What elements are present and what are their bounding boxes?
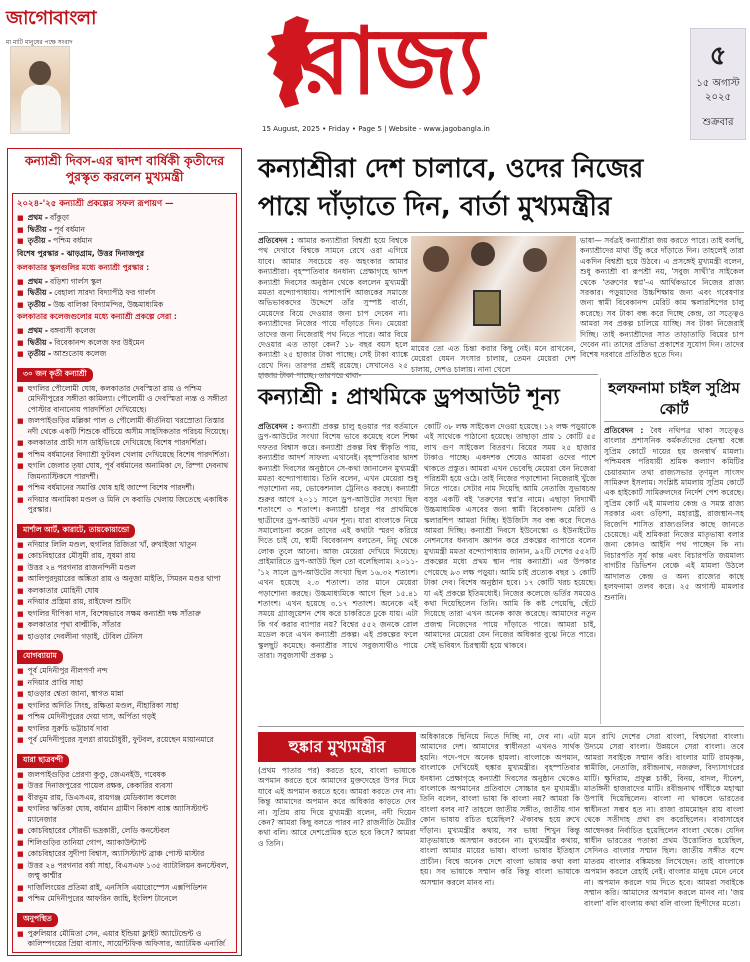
rank-label: দ্বিতীয় -	[27, 337, 53, 347]
bullet-icon: ■	[17, 632, 24, 641]
achiever-text: নদিয়ার প্রস্ত্রিমা রায়, রাইফেল শুটিং	[27, 597, 131, 606]
achiever-item	[17, 620, 232, 631]
bullet-icon: ■	[17, 540, 24, 549]
article1-column1	[258, 236, 408, 381]
achiever-text: হুগলির অদিতি সিংহ, রক্ষিতা মণ্ডল, নীহারিকা সাহা	[27, 700, 179, 710]
rank-label: তৃতীয় -	[27, 236, 52, 245]
bullet-icon: ■	[17, 895, 24, 903]
achiever-item	[17, 735, 232, 746]
article3-column1: (প্রথম পাতার পর) করতে হবে, বাংলা ভাষাকে অপমান করতে হবে আমাদের মুক্তদেহের উপর দিয়ে যাবে এই অপমান করতে হবে। আমরা করতে দেব না। কিন্তু আমাদের অপমান করে অধিকার কাড়তে দেব না। সুপ্রিম রায় দিয়ে মুখ্যমন্ত্রী বলেন, নদী দিয়েন কেন? আমরা কিছু বলতে পারব না? রাজনীতি মৈত্রীর কথা বলি। আরে দেশপ্রেমিক হতে হবে কিসে? আমরা ও তিনি।	[258, 766, 416, 848]
page-info-box	[690, 28, 746, 140]
rank-label: দ্বিতীয় -	[27, 224, 53, 234]
sidebar-headline: হলফনামা চাইল সুপ্রিম কোর্ট	[604, 378, 744, 422]
school-heading: কলকাতার স্কুলগুলির মধ্যে কন্যাশ্রী পুরস্কার :	[17, 262, 150, 272]
achiever-item	[17, 495, 232, 516]
divider	[258, 232, 744, 233]
bullet-icon: ■	[17, 338, 24, 347]
achiever-item	[17, 632, 232, 643]
achiever-item	[17, 540, 232, 551]
achiever-item	[17, 861, 232, 882]
achiever-item	[17, 483, 232, 494]
section-tag: যারা ছাত্রবন্দী	[17, 754, 69, 768]
bullet-icon: ■	[17, 417, 24, 425]
achiever-item	[17, 438, 232, 449]
bullet-icon: ■	[17, 805, 24, 813]
achiever-item	[17, 609, 232, 620]
achiever-item	[17, 678, 232, 689]
district-awards	[13, 213, 236, 247]
bullet-icon: ■	[17, 929, 24, 938]
achiever-text: হাওড়ার শ্বেতা জানা, স্বাগত মান্না	[27, 689, 124, 698]
achiever-text: দার্জিলিংয়ের প্রতিমা রাই, এনসিসি এয়ারোস্পেস এক্সপিডিশন	[27, 882, 207, 892]
bullet-icon: ■	[17, 300, 24, 309]
logo-text: জাগোবাংলা	[6, 7, 97, 29]
college-award-item	[17, 349, 232, 360]
bullet-icon: ■	[17, 289, 24, 297]
achiever-item	[17, 416, 232, 437]
byline: প্রতিবেদন :	[258, 236, 294, 245]
divider	[258, 726, 744, 727]
achiever-text: পুরুলিয়ার মৌমিতা সেন, এয়ার ইন্ডিয়া ফ্লাইট অ্যাটেন্ডেন্ট ও কালিম্পংয়ের প্রিয়া বাসাং, সায়েন্টিফিক অফিসার, অ্যাটমিক এনার্জি	[27, 928, 225, 948]
jagobangla-logo[interactable]	[6, 4, 116, 46]
bullet-icon: ■	[17, 327, 24, 335]
bullet-icon: ■	[17, 350, 24, 358]
bullet-icon: ■	[17, 552, 24, 560]
article3-headline: হুঙ্কার মুখ্যমন্ত্রীর	[258, 732, 416, 762]
sidebar-article	[604, 426, 744, 722]
achiever-text: পশ্চিম মেদিনীপুরের দেয়া দাস, অর্পিতা গড়ই	[27, 712, 156, 721]
section-title: রাজ্য	[300, 7, 483, 115]
achiever-item	[17, 666, 232, 677]
sidebar-text: বৈধ নথিপত্র থাকা সত্ত্বেও বাংলার প্রশাসনিক কর্মকর্তাদের হেনস্থা বন্ধে সুপ্রিম কোর্টে দায়ের হয় জনস্বার্থ মামলা। পশ্চিমবঙ্গ পরিযায়ী শ্রমিক কল্যাণ কমিটির চেয়ারম্যান তথা রাজ্যসভার তৃণমূল সাংসদ সামিরুল ইসলাম। সংশ্লিষ্ট মামলায় সুপ্রিম কোর্টে এক হাইকোর্ট সামিরুলদের নির্দেশ পেশ করেছে। সুপ্রিম কোর্ট এই মামলায় কেন্দ্র ও সমস্ত রাজ্য সরকার এবং ওড়িশা, মহারাষ্ট্র, রাজস্থান-সহ বিজেপি শাসিত রাজ্যগুলির কাছে জানতে চেয়েছে। এই শ্রমিকরা নিজের মাতৃভাষা বলার জন্য কোনও আইনি পথ পাচ্ছেন কি না। বিচারপতি সূর্য কান্ত এবং বিচারপতি জয়মাল্য বাগচীর ডিভিশন বেঞ্চে এই মামলা উঠলে আদালত কেন্দ্র ও অন্য রাজ্যের কাছে হলফনামা তলব করে। ২৫ অগাস্ট মামলার শুনানি।	[604, 426, 744, 602]
achiever-item	[17, 597, 232, 608]
achiever-item	[17, 551, 232, 562]
school-award-item	[17, 300, 232, 311]
rank-label: প্রথম -	[27, 213, 48, 222]
achiever-text: নদিয়ার প্রাপ্তি সাহা	[27, 677, 84, 687]
ceremony-photo	[411, 236, 576, 342]
school-award-item	[17, 288, 232, 299]
achiever-text: উত্তর ২৪ পরগনার বর্ষা সাহা, বিএসএফ ১৩৫ ব্যাটালিয়ন কনস্টেবল, জম্মু কাশ্মীর	[27, 860, 229, 880]
awardee-name: বিবেকানন্দ কলেজ ফর উইমেন	[54, 337, 145, 347]
article2-headline: কন্যাশ্রী : প্রাথমিকে ড্রপআউট শূন্য	[258, 385, 560, 410]
article3-column2: অধিকারকে ছিনিয়ে নিতে দিচ্ছি না, দেব না। এটা আমাদের দেশ। আমাদের স্বাধীনতা এখনও সার্থক হয়নি। পদে-পদে অনেক হামলা। বাংলাকে অপমান, বাংলাকে দেখিয়েই হুঙ্কার মুখ্যমন্ত্রীর। বৃহস্পতিবার ধনধান্য প্রেক্ষাগৃহে কন্যাশ্রী দিবসের অনুষ্ঠান থেকেও বাংলাকে অপমানের প্রতিবাদে সোচ্চার হন মুখ্যমন্ত্রী। তিনি বলেন, বাংলা ভাষা কি বাংলা নয়? আমরা কি বাংলা বলব না? তাহলে জাতীয় সঙ্গীত, জাতীয় গান কোন ভাষায় রচিত হয়েছিল? ঐক্যবদ্ধ হয়ে রুখে দাঁড়ান। মুখ্যমন্ত্রীর কথায়, সব ভাষা শিখুন কিন্তু মাতৃভাষাকে অসম্মান করবেন না। মুখ্যমন্ত্রীর কথায়, বাংলা আমার মায়ের ভাষা। বাংলা ভাষার ইতিহাস প্রাচীন। বিশ্বে অনেক দেশে বাংলা ভাষায় কথা বলা হয়। সব ভাষাকে সম্মান করি কিন্তু বাংলা ভাষাকে অসম্মান করলে মানব না।	[420, 732, 580, 887]
main-headline	[258, 150, 744, 230]
article3-column3: মনে রাখি দেশের সেরা বাংলা, বিশ্বসেরা বাংলা। উদ্যমে সেরা বাংলা। উন্নয়নে সেরা বাংলা। তবে আমরা সবাইকে সম্মান করি। বাংলার মাটি রামকৃষ্ণ, স্বামীজি, নেতাজি, রবীন্দ্রনাথ, নজরুল, বিদ্যাসাগরের মাটি। ক্ষুদিরাম, প্রফুল্ল চাকী, বিনয়, বাদল, দীনেশ, মাতঙ্গিনী হাজরাদের মাটি। রবীন্দ্রনাথ গাঁধীকে মহাত্মা উপাধি দিয়েছিলেন। বাংলা না থাকলে ভারতের স্বাধীনতা সম্ভব হত না। রাজা রামমোহন রায় বাংলা থেকে সতীদাহ প্রথা রদ করেছিলেন। বাবাসাহেব আম্বেদকর নির্বাচিত হয়েছিলেন বাংলা থেকে। যেদিন স্বাধীন ভারতের পতাকা প্রথম উত্তোলিত হয়েছিল, সেদিনও বাংলার সম্মান ছিল। জাতীয় সঙ্গীত বন্দে মাতরম বাংলার বঙ্কিমচন্দ্র লিখেছেন। তাই বাংলাকে অপমান করলে রেহাই নেই। বাংলার মানুষ মেনে নেবে না। অপমান করলে দাম দিতে হবে। আমরা সবাইকে সম্মান করি। আমাদের অপমান করলে মানব না। 'জয় বাংলা' বলি বাংলায় কথা বলি বাংলা হিন্দীদের মতো।	[584, 732, 744, 908]
section-tag: যোগব্যায়াম	[17, 650, 63, 664]
achiever-text: পশ্চিম বর্ধমানের বিদ্যাশ্রী ফুটবল খেলায় দেখিয়েছে বিশেষ পারদর্শিতা।	[27, 449, 230, 459]
awardee-name: পশ্চিম বর্ধমান	[53, 236, 93, 245]
awards-heading: ২০২৪-'২৫ কন্যাশ্রী প্রকল্পের সফল রূপায়ণ —	[17, 199, 174, 209]
achiever-text: উত্তর ২৪ পরগনার রাজনন্দিনী মণ্ডল	[27, 562, 136, 572]
achiever-text: পশ্চিম বর্ধমানের সমাপ্তি ঘোষ হাই জাম্পে বিশেষ পারদর্শী।	[27, 483, 195, 492]
achiever-text: হুগলি জেলার তৃষা ঘোষ, পূর্ব বর্ধমানের অনামিকা দে, রিম্পা দেবনাথ জিমন্যাস্টিকসে পারদর্শী।	[27, 461, 229, 481]
achiever-text: নদিয়ার অনামিকা মণ্ডল ও মিনি দে কবাডি খেলায় জিতেছে একাধিক পুরস্কার।	[27, 494, 228, 514]
achiever-text: পশ্চিম মেদিনীপুরের আফরিন জাহি, ইংলিশ টানেলে	[27, 894, 178, 903]
headline-line1: কন্যাশ্রীরা দেশ চালাবে, ওদের নিজের	[258, 154, 644, 184]
bullet-icon: ■	[17, 621, 24, 629]
masthead	[0, 0, 750, 148]
section-tag: ৩০ জন কৃতী কন্যাশ্রী	[17, 368, 93, 382]
bullet-icon: ■	[17, 575, 24, 583]
article1-continued-text: মায়ের তো এত চিন্তা করার কিছু নেই। মনে রাখবেন, মেয়েরা যেমন সংসার চালায়, তেমন মেয়েরা দেশ চালায়, দেশও চালায়। নানা খেলে	[411, 344, 576, 374]
bullet-icon: ■	[17, 462, 24, 470]
college-awards	[13, 326, 236, 360]
college-heading: কলকাতার কলেজগুলোর মধ্যে কন্যাশ্রী প্রকল্পে সেরা :	[17, 312, 177, 321]
bullet-icon: ■	[17, 586, 24, 595]
article1-text1: আমার কন্যাশ্রীরা বিশ্বশ্রী হয়ে বিশ্বকে পথ দেখাবে বিশ্বকে সামনে রেখে ওরা এগিয়ে যাবে। আমার সবচেয়ে বড় অহংকার আমার কন্যাশ্রীরা। বৃহস্পতিবার ধনধান্য প্রেক্ষাগৃহে দ্বাদশ কন্যাশ্রী দিবসের অনুষ্ঠান থেকে বললেন মুখ্যমন্ত্রী মমতা বন্দ্যোপাধ্যায়। পাশাপাশি আজকের সমাজে অভিভাবকদের উদ্দেশে তাঁর সুস্পষ্ট বার্তা, মেয়েদের বিয়ে দেওয়ার জন্য চাপ দেবেন না। কন্যাশ্রীদের নিজের পায়ে দাঁড়াতে দিন। মেয়েরা তাদের জন্য নিজেরাই পথ নিতে পারে। আর বিয়ে দেওয়ার এত তাড়া কেন? ১৮ বছর বয়স হলে কন্যাশ্রী ২৫ হাজার টাকা পাচ্ছে। সেই টাকা ব্যাঙ্কে রেখে দিন। তারপর প্রশ্নই রয়েছে। সেখানেও ২৫ হাজার টাকা পাচ্ছে। তারপরে বাবা-	[258, 236, 408, 381]
achiever-item	[17, 883, 232, 894]
achiever-item	[17, 838, 232, 849]
rank-label: দ্বিতীয় -	[27, 288, 53, 297]
achiever-item	[17, 804, 232, 825]
achiever-item	[17, 586, 232, 597]
divider	[258, 374, 598, 375]
bullet-icon: ■	[17, 861, 24, 870]
dateline: 15 August, 2025 • Friday • Page 5 | Website - www.jagobangla.in	[262, 125, 490, 133]
awardee-name: বড়িশা গার্লস স্কুল	[49, 276, 102, 286]
awardee-name: আশুতোষ কলেজ	[53, 349, 107, 358]
bullet-icon: ■	[17, 439, 24, 447]
achiever-text: হুগলির ঋতিকা ঘোষ, বর্ধমান গ্রামীণ বিকাশ ব্যাঙ্ক অ্যাসিস্ট্যান্ট ম্যানেজার	[27, 804, 208, 824]
logo-tagline: মা মাটি মানুষের পক্ষে সংবাদ	[6, 39, 73, 46]
achiever-item	[17, 450, 232, 461]
district-award-item	[17, 236, 232, 247]
bullet-icon: ■	[17, 563, 24, 572]
achiever-text: কলকাতার মোহিনী ঘোষ	[27, 585, 99, 595]
bullet-icon: ■	[17, 782, 24, 790]
achiever-item	[17, 826, 232, 837]
achiever-text: পূর্ব মেদিনীপুর নীলপর্ণা নন্দ	[27, 666, 108, 675]
achiever-item	[17, 770, 232, 781]
school-awards	[13, 277, 236, 311]
achiever-text: কোচবিহারের সৌরভী ভদ্রকারী, লেডি কনস্টেবল	[27, 826, 170, 835]
bullet-icon: ■	[17, 793, 24, 802]
bullet-icon: ■	[17, 495, 24, 504]
byline: প্রতিবেদন :	[604, 426, 644, 435]
bullet-icon: ■	[17, 214, 24, 222]
bullet-icon: ■	[17, 450, 24, 459]
achiever-item	[17, 712, 232, 723]
bullet-icon: ■	[17, 850, 24, 858]
district-award-item	[17, 225, 232, 236]
achiever-text: আলিপুরদুয়ারের অঙ্কিতা রায় ও অনুজা মাইতি, সিমরন মণ্ডর থাপা	[27, 574, 221, 583]
bullet-icon: ■	[17, 237, 24, 245]
bullet-icon: ■	[17, 384, 24, 393]
page-number: ৫	[709, 41, 727, 71]
bullet-icon: ■	[17, 701, 24, 710]
awardee-name: পূর্ব বর্ধমান	[54, 224, 85, 234]
bullet-icon: ■	[17, 690, 24, 698]
bullet-icon: ■	[17, 678, 24, 687]
bullet-icon: ■	[17, 736, 24, 744]
achiever-item	[17, 563, 232, 574]
page-day: শুক্রবার	[702, 117, 734, 128]
achiever-item	[17, 724, 232, 735]
awardee-name: উচ্চ বালিকা বিদ্যামন্দির, উচ্চমাধ্যমিক	[53, 299, 164, 309]
bullet-icon: ■	[17, 277, 24, 286]
bullet-icon: ■	[17, 225, 24, 234]
bullet-icon: ■	[17, 667, 24, 675]
achiever-item	[17, 849, 232, 860]
rank-label: তৃতীয় -	[27, 299, 52, 309]
section-tag: অনুপস্থিত	[17, 913, 58, 927]
rank-label: প্রথম -	[27, 326, 48, 335]
achiever-text: নদিয়ার লিলি মণ্ডল, হুগলির রিজিতা খাঁ, রুখাইজা খাতুন	[27, 539, 197, 549]
article1-column3: ভাষা— সর্বত্রই কন্যাশ্রীরা জয় করতে পারে। তাই বলছি, কন্যাশ্রীদের মাথা উঁচু করে দাঁড়াতে দিন। তাহলেই তারা একদিন বিশ্বশ্রী হয়ে উঠবে। এ প্রসঙ্গেই মুখ্যমন্ত্রী বলেন, শুধু কন্যাশ্রী বা রূপশ্রী নয়, 'সবুজ সাথী'র সাইকেল থেকে 'তরুণের স্বপ্ন'-এ আর্থিকভাবে নিজের রাজ্য সরকার। পড়ুয়াদের উচ্চশিক্ষায় জন্য এবং গবেষণার জন্য স্বামী বিবেকানন্দ মেরিট কাম স্কলারশিপের চালু করেছে। সব টাকা বন্ধ করে দিচ্ছে কেন্দ্র, তা সত্ত্বেও আমরা সব প্রকল্প চালিয়ে যাচ্ছি। সব টাকা নিজেরাই দিচ্ছি। তাই কন্যাশ্রীদের সাত তাড়াতাড়ি বিয়ের চাপ দেবেন না। তাদের প্রতিভা প্রকাশের সুযোগ দিন। তাদের বিশেষ দরবারে প্রতিষ্ঠিত হতে দিন।	[580, 236, 744, 360]
bullet-icon: ■	[17, 883, 24, 892]
rank-label: তৃতীয় -	[27, 349, 52, 358]
achiever-text: হুগলির সুরুচি ভট্টাচার্য দাবা	[27, 723, 109, 733]
panel-title: কন্যাশ্রী দিবস-এর দ্বাদশ বার্ষিকী কৃতীদের পুরস্কৃত করলেন মুখ্যমন্ত্রী	[24, 153, 225, 184]
rank-label: প্রথম -	[27, 276, 48, 286]
achiever-text: জলপাইগুড়ির মল্লিকা পাল ও পৌলোমী কীর্তনিয়া খরস্রোতা তিস্তার নদী থেকে একটি শিশুকে বাঁচিয়ে অসীম সাহসিকতার পরিচয় দিয়েছে।	[27, 416, 229, 436]
article2-column1	[258, 422, 418, 722]
college-award-item	[17, 326, 232, 337]
page-date	[691, 77, 745, 105]
achiever-item	[17, 701, 232, 712]
achiever-text: উত্তর দিনাজপুরের পায়েল রক্ষক, কেকারির ব্যবসা	[27, 781, 173, 790]
awardee-name: বাঁকুড়া	[49, 213, 70, 222]
bullet-icon: ■	[17, 724, 24, 733]
achiever-text: কোচবিহারের সুদীপা বিশ্বাস, অ্যাসিস্ট্যান্ট ব্রাঞ্চ পোস্ট মাস্টার	[27, 849, 205, 858]
bullet-icon: ■	[17, 713, 24, 721]
chief-minister-portrait	[10, 46, 70, 134]
section-tag: মার্শাল আর্ট, কারাটে, তায়কোয়ান্ডো	[17, 524, 135, 538]
bullet-icon: ■	[17, 609, 24, 618]
achiever-text: শিলিগুড়ির তানিয়া গোপ, অ্যাকাউন্ট্যান্ট	[27, 837, 147, 847]
achiever-item	[17, 689, 232, 700]
achiever-text: বীরভূম রায়, ডিএসএম, রায়গঞ্জ মেডিক্যাল কলেজ	[27, 792, 177, 802]
headline-line2: পায়ে দাঁড়াতে দিন, বার্তা মুখ্যমন্ত্রীর	[258, 192, 612, 222]
page-date-line2: ২০২৫	[705, 92, 731, 103]
bullet-icon: ■	[17, 484, 24, 492]
achiever-item	[17, 894, 232, 905]
achiever-item	[17, 781, 232, 792]
awards-list-box	[12, 193, 237, 953]
achiever-text: পূর্ব মেদিনীপুরের সুলগ্না রায়চৌধুরী, ফুটবল, রয়েছেন মায়ানমারে	[27, 735, 214, 744]
achiever-item	[17, 929, 232, 950]
bullet-icon: ■	[17, 770, 24, 779]
bullet-icon: ■	[17, 598, 24, 606]
bullet-icon: ■	[17, 838, 24, 847]
kanyashree-awards-panel	[7, 148, 242, 956]
achiever-text: কলকাতার পৃথা বাল্মীকি, সাঁতার	[27, 620, 122, 629]
byline: প্রতিবেদন :	[258, 422, 294, 431]
special-award: বিশেষ পুরস্কার - ঝাড়গ্রাম, উত্তর দিনাজপুর	[17, 248, 145, 258]
district-award-item	[17, 213, 232, 224]
achiever-text: হুগলির পৌলোমী ঘোষ, কলকাতার দেবস্মিতা রায় ও পশ্চিম মেদিনীপুরের সঙ্গীতা কামিল্যা। পৌলোমী ও দেবস্মিতা ন্যন্ত ও সঙ্গীতা পোস্টার বানানোয় পারদর্শিতা দেখিয়েছে।	[27, 383, 228, 414]
column-rule	[600, 378, 601, 724]
achiever-item	[17, 461, 232, 482]
achiever-text: জলপাইগুড়ির প্রেরণা কুণ্ডু, জেএনইউ, গবেষক	[27, 769, 166, 779]
achiever-text: কোচবিহারের মৌসুমী রায়, সুষমা রায়	[27, 551, 136, 560]
achiever-item	[17, 384, 232, 416]
college-award-item	[17, 338, 232, 349]
school-award-item	[17, 277, 232, 288]
achiever-item	[17, 793, 232, 804]
achiever-text: হাওড়ার দেবলীনা গড়াই, টেবিল টেনিস	[27, 631, 143, 641]
page-date-line1: ১৫ অগাস্ট	[696, 78, 740, 89]
achiever-text: কলকাতার প্রাচী দাস ডাইভিংয়ে দেখিয়েছে বিশেষ পারদর্শিতা।	[27, 438, 207, 447]
achiever-text: হুগলির দীপিকা দাস, বিশেষভাবে সক্ষম কন্যাশ্রী দক্ষ সাঁতারু	[27, 608, 201, 618]
achiever-item	[17, 574, 232, 585]
awardee-name: বেহালা সারদা বিদ্যাপীঠ ফর গার্লস	[54, 288, 156, 297]
bullet-icon: ■	[17, 827, 24, 835]
article2-text1: কন্যাশ্রী প্রকল্প চালু হওয়ার পর বর্তমানে ড্রপ-আউটের সংখ্যা বিশেষ ভাবে কমেছে বলে শিক্ষা দফতর বিশ্বাস করে। কন্যাশ্রী প্রকল্প বিশ্ব স্বীকৃতি পায়, কন্যাশ্রীর আদর্শ সাফল্য এখানেই। বৃহস্পতিবার দ্বাদশ কন্যাশ্রী দিবসের অনুষ্ঠানে সে-কথা জানালেন মুখ্যমন্ত্রী মমতা বন্দ্যোপাধ্যায়। তিনি বলেন, এখন মেয়েরা শুধু পড়াশোনা নয়, ভোকেশনাল ট্রেনিংও করছে। কন্যাশ্রী শুরুর আগে ২০১১ সালে ড্রপ-আউটের সংখ্যা ছিল শতাংশে ৩ শতাংশ। কন্যাশ্রী চালুর পর প্রাথমিকে ছাত্রীদের ড্রপ-আউট এখন শূন্য। যারা বাংলাকে নিয়ে সমালোচনা করেন তাদের এই কথাটা স্মরণ করিয়ে দিতে চাই যে, স্বামী বিবেকানন্দ বলতেন, নিচু থেকে লোক তুলে আনো। আজ মেয়েরা দেখিয়ে দিয়েছে। প্রাইমারিতে ড্রপ-আউট ছিল তো বলেছিলাম। ২০১১-'১২ সালে ড্রপ-আউটের সংখ্যা ছিল ১৬.৩২ শতাংশ। এখন হয়েছে ২.৩ শতাংশ। তার মানে মেয়েরা পড়াশোনা করছে। উচ্চমাধ্যমিকে আগে ছিল ১৫.৪১ শতাংশ। এখন হয়েছে ৩.১৭ শতাংশ। অনেকে এই সময়ে গ্র্যাজুয়েশন শেষ করে চাকরিতে ঢুকে যায়। এটা কি গর্ব করার ব্যাপার নয়? বিশ্বের ৫৫২ জনকে রোল মডেল করে এখন কন্যাশ্রী প্রকল্প। এই প্রকল্পের ফলে স্কুলছুট কমেছে। কন্যাশ্রীর সাথে সবুজসাথীও পায়ে তারা। সবুজসাথী প্রকল্প ১	[258, 422, 418, 660]
awardee-name: বঙ্গবাসী কলেজ	[49, 326, 96, 335]
achiever-sections	[13, 361, 236, 950]
article2-column2: কোটি ৩৮ লক্ষ সাইকেল দেওয়া হয়েছে। ১২ লক্ষ পড়ুয়াকে এই সাথেকে পাঠানো হয়েছে। তাছাড়া প্রায় ১ কোটি ৫৫ লাখ গুণ সাইকেল বিতরণ। বিয়ের সময় ২৫ হাজার টাকাও পাচ্ছে। একদশক শেষেও আমরা ওদের পাশে থাকতে প্রস্তুত। আমরা এখন ভেবেছি মেয়েরা যেন নিজেরা পরিশ্রমী হয়ে ওঠে। তাই নিজের পড়াশোনা নিজেরাই খুঁজে নিতে পারে। সেটার নাম দিয়েছি আমি নেতাজি সুভাষচন্দ্র বসুর একটি বই 'তরুণের স্বপ্ন'র নামে। এছাড়া বিদ্যার্থী উচ্চমাধ্যমিক এসবের জন্য স্বামী বিবেকানন্দ মেরিট ও স্কলারশিপ আমরা দিচ্ছি। ইউজিসি সব বন্ধ করে দিলেও আমরা দিচ্ছি। কন্যাশ্রী দিবসে ইউনেস্কো ও ইউনাইটেড নেশনসের ধন্যবাদ জ্ঞাপন করে প্রকল্পের ব্যাপারে বলেন মুখ্যমন্ত্রী মমতা বন্দ্যোপাধ্যায় জানান, ৯২টি দেশের ৫৫২টি প্রকল্পের মধ্যে প্রথম স্থান পায় কন্যাশ্রী। এর উপকার পেয়েছে ৯৩ লক্ষ পড়ুয়া। আমি চাই প্রত্যেক বছর ১ কোটি টাকা দেব। বিশেষ অনুষ্ঠান হবে। ১৭ কোটি খরচ হয়েছে। যা এই প্রকল্পে ইতিমধ্যেই। নিজের কলেজে ভর্তির সময়েও কথা দিয়েছিলেন তিনি। আমি কি কষ্ট পেয়েছি, ছেঁটে দিয়েছে তারা এখন অনেক কাজ করেছে। আমাদের নতুন প্রজন্ম নিজেদের পায়ে দাঁড়াতে পারে। আমরা চাই, আমাদের মেয়েরা যেন নিজের অধিকার বুঝে নিতে পারে। সেই ভবিষ্যৎ চিরস্থায়ী হয়ে থাকবে।	[424, 422, 596, 650]
